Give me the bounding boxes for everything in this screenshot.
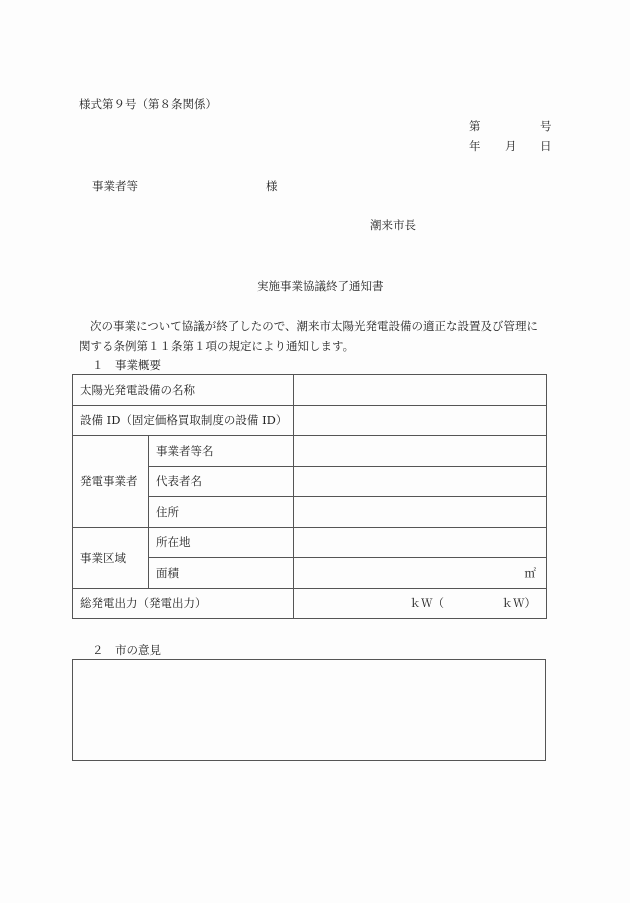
business-overview-table	[72, 374, 547, 619]
facility-id-field[interactable]	[294, 405, 547, 436]
sender: 潮来市長	[370, 218, 416, 232]
area-group-label: 事業区域	[73, 527, 149, 588]
body-line-1: 次の事業について協議が終了したので、潮来市太陽光発電設備の適正な設置及び管理に	[90, 319, 539, 333]
date-year: 年	[469, 139, 481, 153]
area-unit: ㎡	[524, 565, 536, 580]
table-row	[73, 588, 547, 619]
date-day: 日	[540, 139, 552, 153]
doc-number-prefix: 第	[469, 119, 481, 133]
operator-name-field[interactable]	[294, 436, 547, 467]
table-row	[73, 405, 547, 436]
addressee-honorific: 様	[266, 179, 278, 193]
table-row	[73, 436, 547, 467]
representative-label: 代表者名	[149, 466, 294, 497]
output-label: 総発電出力（発電出力）	[73, 588, 294, 619]
doc-number-suffix: 号	[540, 119, 552, 133]
body-line-2: 関する条例第１１条第１項の規定により通知します。	[79, 339, 355, 353]
address-label: 住所	[149, 497, 294, 528]
facility-name-label: 太陽光発電設備の名称	[73, 375, 294, 406]
location-label: 所在地	[149, 527, 294, 558]
output-field[interactable]	[294, 588, 547, 619]
area-size-field[interactable]	[294, 558, 547, 589]
operator-name-label: 事業者等名	[149, 436, 294, 467]
location-field[interactable]	[294, 527, 547, 558]
facility-id-label: 設備 ID（固定価格買取制度の設備 ID）	[73, 405, 294, 436]
representative-field[interactable]	[294, 466, 547, 497]
area-size-label: 面積	[149, 558, 294, 589]
table-row	[73, 527, 547, 558]
section2-heading: ２ 市の意見	[92, 643, 161, 657]
addressee-label: 事業者等	[92, 179, 138, 193]
document-title: 実施事業協議終了通知書	[257, 279, 384, 293]
form-number: 様式第９号（第８条関係）	[79, 97, 217, 111]
section1-heading: １ 事業概要	[92, 358, 161, 372]
address-field[interactable]	[294, 497, 547, 528]
operator-group-label: 発電事業者	[73, 436, 149, 528]
facility-name-field[interactable]	[294, 375, 547, 406]
city-opinion-box[interactable]	[72, 659, 546, 761]
table-row	[73, 375, 547, 406]
date-month: 月	[505, 139, 517, 153]
output-unit: ｋＷ（ ｋＷ）	[409, 596, 536, 611]
